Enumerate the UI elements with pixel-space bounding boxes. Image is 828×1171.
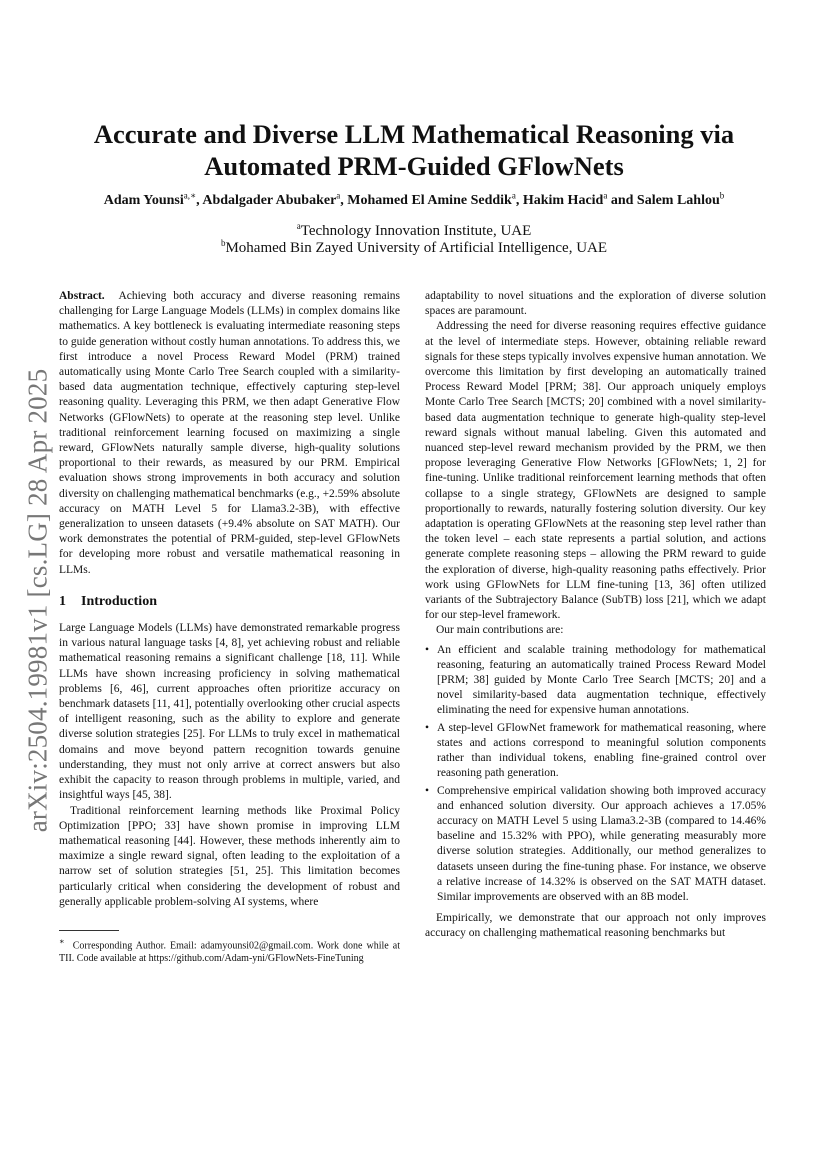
abstract-label: Abstract. bbox=[59, 290, 105, 302]
right-column bbox=[425, 289, 766, 942]
bullet-icon: • bbox=[425, 721, 430, 734]
title-line-2: Automated PRM-Guided GFlowNets bbox=[204, 151, 624, 181]
arxiv-id-text: arXiv:2504.19981v1 [cs.LG] 28 Apr 2025 bbox=[22, 368, 53, 832]
list-item: • A step-level GFlowNet framework for mathematical reasoning, where states and actions correspond to meaningful solution components rather than individual tokens, enabling fine-grained control over reasoning path generation. bbox=[425, 721, 766, 780]
title-line-1: Accurate and Diverse LLM Mathematical Reasoning via bbox=[93, 119, 735, 149]
footnote-rule bbox=[59, 930, 119, 931]
paper-title bbox=[50, 118, 778, 182]
intro-paragraph-2: Traditional reinforcement learning methods like Proximal Policy Optimization [PPO; 33] have shown promise in improving LLM mathematical reasoning [44]. However, these methods inherently aim to maximize a single reward signal, often leading to the exploitation of a narrow set of solution strategies [51, 25]. This limitation becomes particularly critical when considering the development of robust and generally applicable problem-solving AI systems, where bbox=[59, 804, 400, 908]
contribution-list bbox=[425, 643, 766, 905]
affiliation: $^b$Mohamed Bin Zayed University of Artificial Intelligence, UAE bbox=[220, 238, 608, 256]
bullet-icon: • bbox=[425, 643, 430, 656]
footnote-text: Corresponding Author. Email: adamyounsi02@gmail.com. Work done while at TII. Code available at https://github.com/Adam-yni/GFlowNets-FineTuning bbox=[59, 940, 401, 964]
intro-paragraph-1: Large Language Models (LLMs) have demonstrated remarkable progress in various natural language tasks [4, 8], yet achieving robust and reliable mathematical reasoning remains a significant challenge [18, 11]. While LLMs have shown increasing proficiency in solving mathematical problems [6, 46], current approaches often prioritize accuracy on benchmark datasets [11, 41], potentially overlooking other crucial aspects of intelligent reasoning, such as the ability to explore and generate diverse solution strategies [25]. For LLMs to truly excel in mathematical domains and move beyond pattern recognition towards genuine understanding, they must not only arrive at correct answers but also exhibit the capacity to reason through problems in multiple, varied, and insightful ways [45, 38]. bbox=[59, 622, 400, 802]
paragraph-empirical: Empirically, we demonstrate that our approach not only improves accuracy on challenging mathematical reasoning benchmarks but bbox=[425, 912, 766, 940]
paragraph-continued: adaptability to novel situations and the exploration of diverse solution spaces are paramount. bbox=[425, 290, 766, 318]
bullet-icon: • bbox=[425, 784, 430, 797]
abstract bbox=[59, 289, 400, 578]
section-heading-introduction: 1 Introduction bbox=[59, 593, 157, 609]
affiliation: $^a$Technology Innovation Institute, UAE bbox=[296, 221, 532, 239]
list-item: • An efficient and scalable training methodology for mathematical reasoning, featuring an automatically trained Process Reward Model [PRM; 38] guided by Monte Carlo Tree Search [MCTS; 20] and a novel similarity-based data augmentation technique, effectively eliminating the need for expensive human annotations. bbox=[425, 643, 766, 717]
list-item: • Comprehensive empirical validation showing both improved accuracy and enhanced solution diversity. Our approach achieves a 17.05% accuracy on MATH Level 5 using Llama3.2-3B (compared to 14.46% baseline and 15.32% with PPO), while generating measurably more diverse solution strategies. Additionally, our method generalizes to datasets unseen during the fine-tuning phase. For instance, we observe a relative increase of 14.32% is observed on the SAT MATH dataset. Similar improvements are observed with an 8B model. bbox=[425, 784, 766, 903]
author: Adam Younsi$^{a,∗}$, bbox=[103, 190, 203, 208]
footnote: ∗ Corresponding Author. Email: adamyounsi02@gmail.com. Work done while at TII. Code available at https://github.com/Adam-yni/GFlowNets-FineTuning bbox=[59, 930, 400, 965]
author: Mohamed El Amine Seddik$^a$, bbox=[347, 190, 523, 208]
paragraph-contributions-intro: Our main contributions are: bbox=[436, 624, 564, 637]
paragraph-diverse-reasoning: Addressing the need for diverse reasoning requires effective guidance at the level of intermediate steps. However, obtaining reliable reward signals for these steps typically involves expensive human annotation. We overcome this limitation by first developing an automatically trained Process Reward Model [PRM; 38]. Our approach uniquely employs Monte Carlo Tree Search [MCTS; 20] combined with a novel similarity-based data augmentation technique to generate high-quality step-level reward signals without manual labeling. Given this automated and nuanced step-level reward mechanism provided by the PRM, we then propose leveraging Generative Flow Networks [GFlowNets; 1, 2] for fine-tuning. Unlike traditional reinforcement learning methods that often collapse to a single strategy, GFlowNets are designed to sample proportionally to rewards, naturally fostering solution diversity. Our key adaptation is operating GFlowNets at the reasoning step level rather than the token level – each state represents a partial solution, and actions generate complete reasoning steps – allowing the PRM reward to guide the exploration of diverse, high-quality reasoning paths effectively. Prior work using GFlowNets for LLM fine-tuning [13, 36] often utilized variants of the Subtrajectory Balance (SubTB) loss [21], which we adapt for our step-level framework. bbox=[425, 320, 766, 622]
arxiv-identifier bbox=[20, 340, 56, 860]
left-column bbox=[59, 289, 400, 910]
author-list bbox=[40, 190, 788, 209]
author: Abdalgader Abubaker$^a$, bbox=[202, 190, 348, 208]
abstract-text: Achieving both accuracy and diverse reasoning remains challenging for Large Language Models (LLMs) in complex domains like mathematics. A key bottleneck is evaluating intermediate reasoning steps to guide generation without costly human annotations. To address this, we first introduce a novel Process Reward Model (PRM) trained automatically using Monte Carlo Tree Search coupled with a similarity-based data augmentation technique, effectively capturing step-level reasoning quality. Leveraging this PRM, we then adapt Generative Flow Networks (GFlowNets) to operate at the reasoning step level. Unlike traditional reinforcement learning focused on maximizing a single reward, GFlowNets naturally sample diverse, high-quality solutions proportional to their rewards, as measured by our PRM. Empirical evaluation shows strong improvements in both accuracy and solution diversity on challenging mathematical benchmarks (e.g., +2.59% absolute accuracy on MATH Level 5 for Llama3.2-3B), with effective generalization to unseen datasets (+9.4% absolute on SAT MATH). Our work demonstrates the potential of PRM-guided, step-level GFlowNets for developing more robust and versatile mathematical reasoning in LLMs. bbox=[59, 290, 401, 576]
author: Hakim Hacid$^a$ and bbox=[522, 190, 637, 208]
author: Salem Lahlou$^b$ bbox=[636, 190, 725, 208]
